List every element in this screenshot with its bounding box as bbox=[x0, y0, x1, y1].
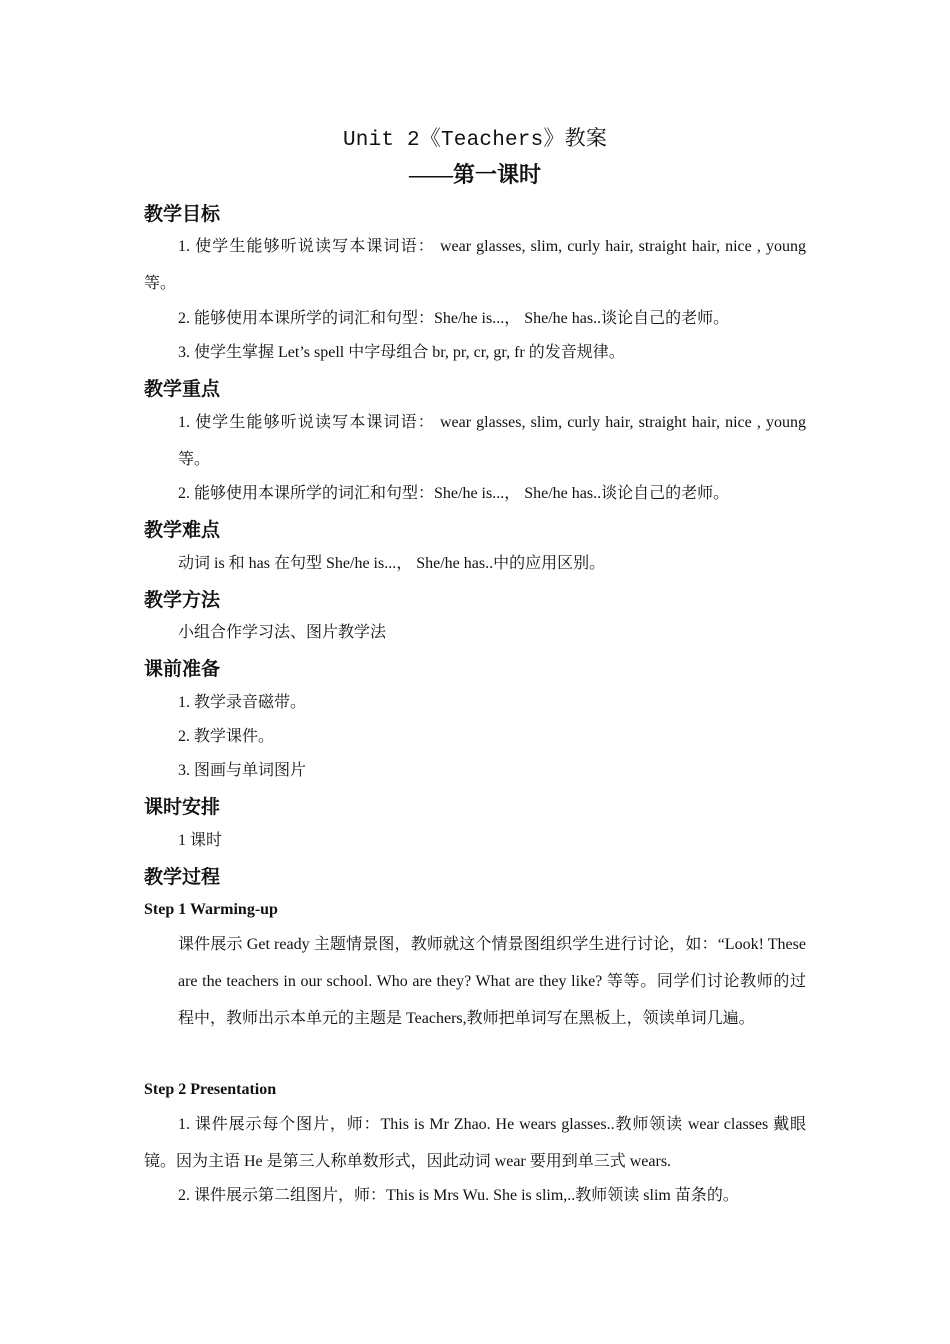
preparation-item-2: 2. 教学课件。 bbox=[178, 728, 275, 745]
objectives-item-3: 3. 使学生掌握 Let’s spell 中字母组合 br, pr, cr, gr, fr 的发音规律。 bbox=[178, 344, 625, 361]
step-2-title: Step 2 Presentation bbox=[144, 1081, 277, 1098]
objectives-item-2: 2. 能够使用本课所学的词汇和句型：She/he is...， She/he has..谈论自己的老师。 bbox=[178, 310, 730, 327]
difficulties-text: 动词 is 和 has 在句型 She/he is...， She/he has..中的应用区别。 bbox=[178, 555, 606, 572]
step-1-text: 课件展示 Get ready 主题情景图，教师就这个情景图组织学生进行讨论，如：“Look! These are the teachers in our school. Who are they? What are they like? 等等。同学们讨论教师的过程中，教师出示本单元的主题是 Teachers,教师把单词写在黑板上，领读单词几遍。 bbox=[178, 936, 806, 1027]
key-points-item-1: 1. 使学生能够听说读写本课词语： wear glasses, slim, curly hair, straight hair, nice , young 等。 bbox=[178, 414, 806, 468]
step-2-item-1: 1. 课件展示每个图片，师：This is Mr Zhao. He wears glasses..教师领读 wear classes 戴眼镜。因为主语 He 是第三人称单数形式，因此动词 wear 要用到单三式 wears. bbox=[144, 1116, 806, 1170]
document-title: Unit 2《Teachers》教案 bbox=[342, 129, 608, 152]
key-points-item-2: 2. 能够使用本课所学的词汇和句型：She/he is...， She/he has..谈论自己的老师。 bbox=[178, 485, 730, 502]
preparation-heading: 课前准备 bbox=[144, 659, 221, 680]
process-heading: 教学过程 bbox=[144, 867, 221, 888]
step-1-title: Step 1 Warming-up bbox=[144, 901, 278, 918]
step-2-item-2: 2. 课件展示第二组图片，师：This is Mrs Wu. She is slim,..教师领读 slim 苗条的。 bbox=[178, 1187, 739, 1204]
key-points-heading: 教学重点 bbox=[144, 379, 221, 400]
schedule-heading: 课时安排 bbox=[144, 797, 221, 818]
objectives-item-1: 1. 使学生能够听说读写本课词语： wear glasses, slim, curly hair, straight hair, nice , young 等。 bbox=[144, 238, 806, 292]
methods-text: 小组合作学习法、图片教学法 bbox=[178, 624, 387, 641]
schedule-text: 1 课时 bbox=[178, 832, 223, 849]
document-subtitle: ——第一课时 bbox=[408, 162, 541, 187]
preparation-item-3: 3. 图画与单词图片 bbox=[178, 762, 307, 779]
methods-heading: 教学方法 bbox=[144, 590, 221, 611]
difficulties-heading: 教学难点 bbox=[144, 520, 221, 541]
objectives-heading: 教学目标 bbox=[144, 204, 221, 225]
preparation-item-1: 1. 教学录音磁带。 bbox=[178, 694, 307, 711]
